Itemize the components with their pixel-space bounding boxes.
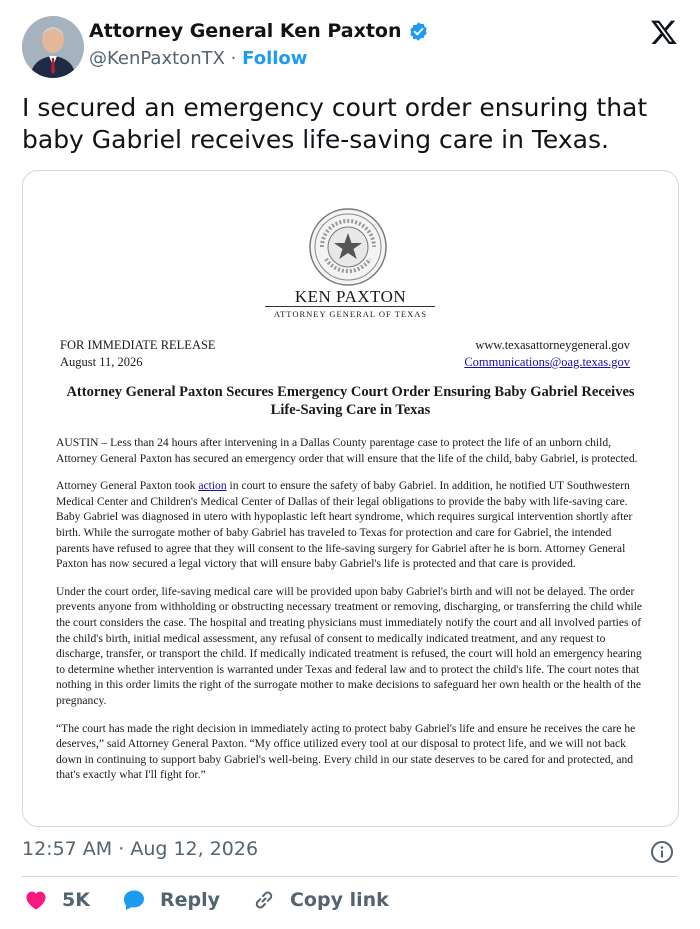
timestamp-separator: · xyxy=(118,838,125,860)
copy-link-button[interactable] xyxy=(252,888,389,912)
divider xyxy=(22,876,678,877)
tweet-timestamp[interactable] xyxy=(22,838,258,860)
heart-icon xyxy=(24,888,48,912)
author-handle[interactable]: @KenPaxtonTX xyxy=(89,48,225,69)
release-block xyxy=(60,337,216,371)
action-bar xyxy=(24,888,421,912)
reply-button[interactable] xyxy=(122,888,220,912)
verified-badge-icon xyxy=(408,21,429,42)
x-logo-icon[interactable] xyxy=(650,18,678,46)
reply-label: Reply xyxy=(159,889,220,911)
document-paragraph: Under the court order, life-saving medical care will be provided upon baby Gabriel's birth and will not be delayed. The order prevents anyone from withholding or obstructing necessary treatment or removing, discharging, or transferring the child while the court considers the case. The hospital and treating physicians must immediately notify the court and all involved parties of the child's birth, initial medical assessment, any refusal of consent to medically indicated treatment, and any request to discharge, transfer, or transport the child. If medically indicated treatment is refused, the court will hold an emergency hearing to determine whether intervention is warranted under Texas and federal law and to protect the child's life. The court notes that nothing in this order limits the right of the surrogate mother to make decisions to safeguard her own health or the health of the pregnancy. xyxy=(56,584,643,707)
reply-bubble-icon xyxy=(122,888,146,912)
release-label: FOR IMMEDIATE RELEASE xyxy=(60,338,216,352)
handle-separator: · xyxy=(230,48,237,69)
document-rule xyxy=(265,306,435,307)
document-paragraph xyxy=(56,478,646,572)
document-ag-name: KEN PAXTON xyxy=(294,287,407,306)
document-paragraph: AUSTIN – Less than 24 hours after intervening in a Dallas County parentage case to protect the life of an unborn child, Attorney General Paxton has secured an emergency order that will ensure that the life of the child, baby Gabriel, is protected. xyxy=(56,436,638,465)
tweet-text: I secured an emergency court order ensuring that baby Gabriel receives life-saving care in Texas. xyxy=(22,93,648,154)
action-link: action xyxy=(198,479,227,493)
document-paragraph: “The court has made the right decision in immediately acting to protect baby Gabriel's life and ensure he receives the care he deserves,” said Attorney General Paxton. “My office utilized every tool at our disposal to protect life, and we will not back down in continuing to support baby Gabriel's well-being. Every child in our state deserves to be cared for and protected, and that's exactly what I'll fight for.” xyxy=(56,721,636,782)
avatar-photo xyxy=(22,16,84,78)
follow-button[interactable]: Follow xyxy=(242,48,308,69)
link-icon xyxy=(252,888,276,912)
paragraph-text: Attorney General Paxton took xyxy=(56,479,199,493)
author-name[interactable]: Attorney General Ken Paxton xyxy=(89,20,402,42)
tweet-time: 12:57 AM xyxy=(22,838,113,860)
author-name-row xyxy=(89,20,429,42)
document-body xyxy=(56,435,646,795)
email-link: Communications@oag.texas.gov xyxy=(464,355,630,369)
document-headline: Attorney General Paxton Secures Emergency Court Order Ensuring Baby Gabriel Receives Life-Saving Care in Texas xyxy=(66,384,635,418)
like-count: 5K xyxy=(62,889,90,911)
press-release-document xyxy=(23,171,678,826)
paragraph-text: in court to ensure the safety of baby Gabriel. In addition, he notified UT Southwestern Medical Center and Children's Medical Center of Dallas of their legal obligations to provide the baby with life-saving care. Baby Gabriel was diagnosed in utero with hypoplastic left heart syndrome, which requires surgical intervention shortly after birth. While the surrogate mother of baby Gabriel has traveled to Texas for protection and care for Gabriel, the intended parents have refused to agree that they will consent to the life-saving surgery for Gabriel after he is born. Attorney General Paxton has now secured a legal victory that will ensure baby Gabriel's life is protected and that care is provided. xyxy=(56,479,633,571)
release-date: August 11, 2026 xyxy=(60,355,143,369)
website-text: www.texasattorneygeneral.gov xyxy=(475,338,630,352)
tweet-date: Aug 12, 2026 xyxy=(130,838,259,860)
handle-row xyxy=(89,48,429,69)
copy-link-label: Copy link xyxy=(289,889,389,911)
avatar[interactable] xyxy=(22,16,84,78)
like-button[interactable] xyxy=(24,888,90,912)
author-block xyxy=(89,20,429,69)
contact-block xyxy=(464,337,630,371)
info-icon[interactable] xyxy=(650,840,674,864)
media-card[interactable] xyxy=(22,170,679,827)
document-ag-title: ATTORNEY GENERAL OF TEXAS xyxy=(273,309,428,319)
attorney-general-seal-icon xyxy=(308,207,388,287)
